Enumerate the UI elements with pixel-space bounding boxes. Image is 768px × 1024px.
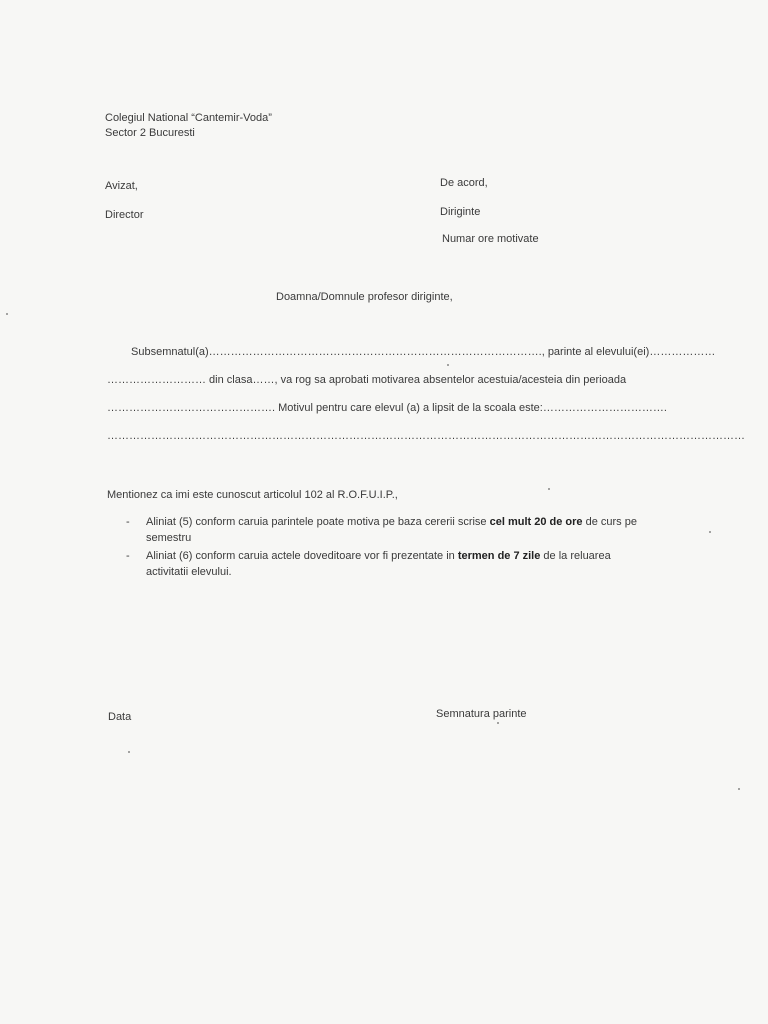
date-label: Data <box>108 711 132 723</box>
scan-speck <box>709 531 711 533</box>
bullet-dash: - <box>126 516 130 528</box>
body-line: Subsemnatul(a)………………………………………………………………………………., parinte al elevului(ei)……………… <box>131 346 716 358</box>
scan-speck <box>738 788 740 790</box>
bullet-dash: - <box>126 550 130 562</box>
scan-speck <box>447 364 449 366</box>
body-line: ………………………………………. Motivul pentru care elevul (a) a lipsit de la scoala este:……………………………. <box>107 402 667 414</box>
list-item <box>126 548 646 580</box>
bullet-text: Aliniat (6) conform caruia actele doveditoare vor fi prezentate in <box>146 550 458 562</box>
bullet-text: Aliniat (5) conform caruia parintele poate motiva pe baza cererii scrise <box>146 516 490 528</box>
school-sector: Sector 2 Bucuresti <box>105 127 195 139</box>
avizat-label: Avizat, <box>105 180 138 192</box>
body-line: ………………………………………………………………………………………………………………………………………………………… <box>107 430 745 442</box>
mention-text: Mentionez ca imi este cunoscut articolul 102 al R.O.F.U.I.P., <box>107 489 398 501</box>
article-list <box>126 514 646 582</box>
director-label: Director <box>105 209 144 221</box>
scan-speck <box>128 751 130 753</box>
list-item <box>126 514 646 546</box>
bullet-text: de la reluarea activitatii elevului. <box>146 550 611 578</box>
school-name: Colegiul National “Cantemir-Voda” <box>105 112 272 124</box>
signature-label: Semnatura parinte <box>436 708 527 720</box>
de-acord-label: De acord, <box>440 177 488 189</box>
scan-speck <box>497 722 499 724</box>
bullet-bold: cel mult 20 de ore <box>489 516 583 528</box>
diriginte-label: Diriginte <box>440 206 481 218</box>
scan-speck <box>6 313 8 315</box>
numar-ore-label: Numar ore motivate <box>442 233 539 245</box>
bullet-bold: termen de 7 zile <box>457 550 541 562</box>
body-line: ……………………… din clasa……, va rog sa aprobati motivarea absentelor acestuia/acesteia din perioada <box>107 374 627 386</box>
scan-speck <box>548 488 550 490</box>
bullet-text: de curs pe semestru <box>146 516 637 544</box>
salutation: Doamna/Domnule profesor diriginte, <box>276 291 453 303</box>
